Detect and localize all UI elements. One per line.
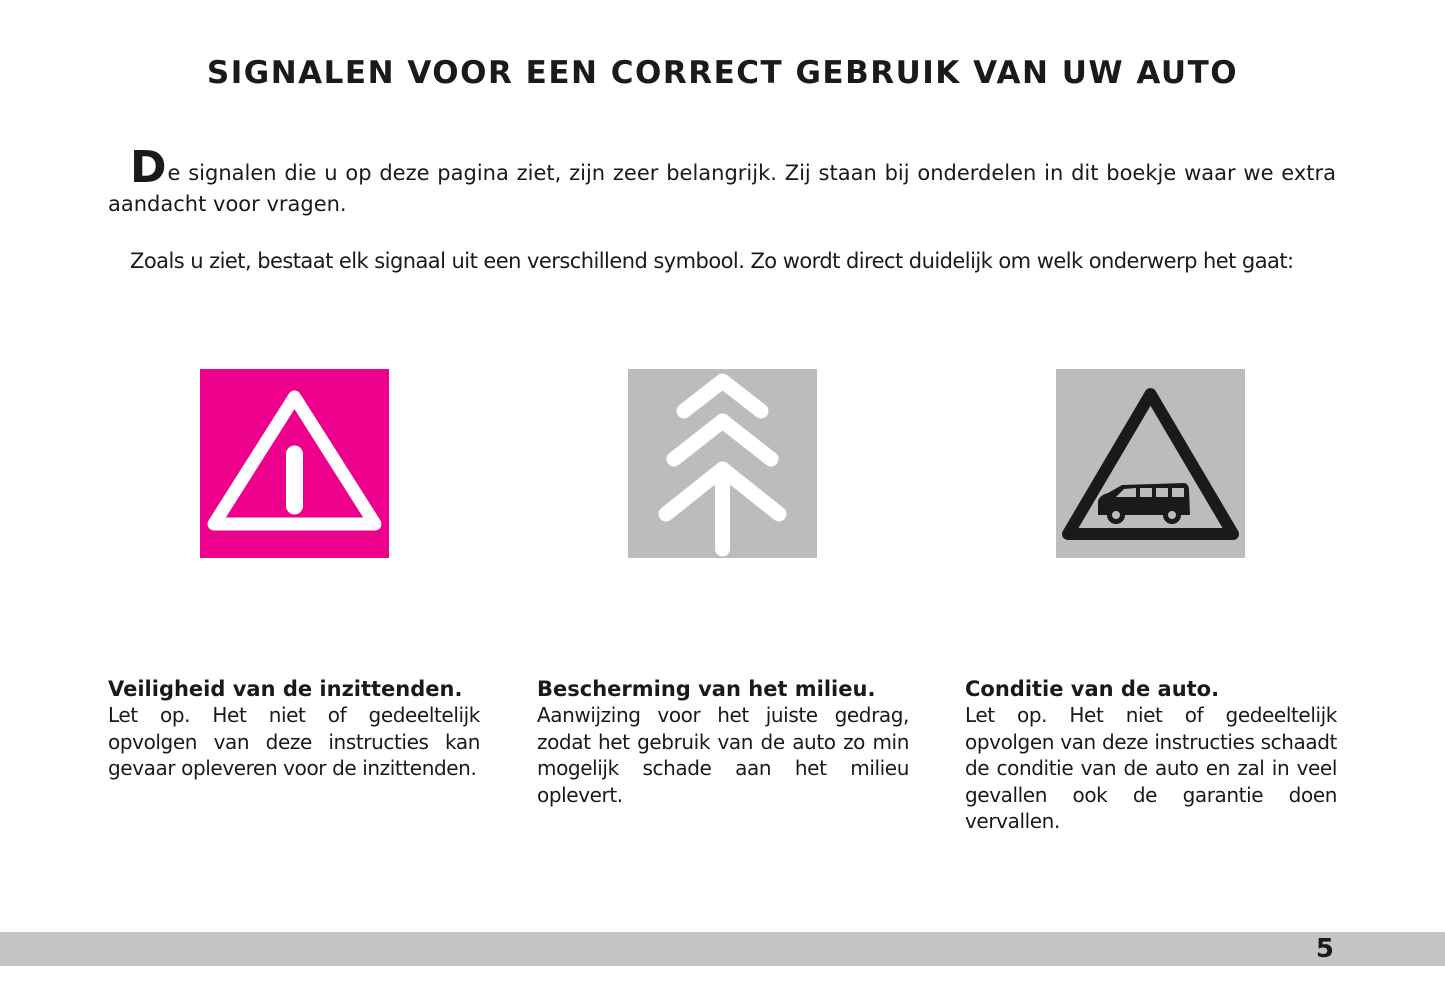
- safety-text: Let op. Het niet of gedeeltelijk opvolgen van deze instructies kan gevaar opleveren voor de inzittenden.: [108, 703, 480, 780]
- car-condition-sign: [1056, 369, 1245, 558]
- environment-description: [537, 676, 909, 808]
- warning-triangle-icon: [200, 369, 389, 558]
- intro-paragraph-2: Zoals u ziet, bestaat elk signaal uit een verschillend symbool. Zo wordt direct duidelijk om welk onderwerp het gaat:: [130, 249, 1294, 273]
- safety-heading: Veiligheid van de inzittenden.: [108, 677, 463, 701]
- environment-heading: Bescherming van het milieu.: [537, 677, 876, 701]
- environment-sign: [628, 369, 817, 558]
- safety-description: [108, 676, 480, 782]
- car-condition-description: [965, 676, 1337, 835]
- car-warning-triangle-icon: [1056, 369, 1245, 558]
- intro-text: e signalen die u op deze pagina ziet, zijn zeer belangrijk. Zij staan bij onderdelen in dit boekje waar we extra aandacht voor vragen.: [108, 161, 1336, 216]
- car-condition-text: Let op. Het niet of gedeeltelijk opvolgen van deze instructies schaadt de conditie van de auto en zal in veel gevallen ook de garantie doen vervallen.: [965, 703, 1337, 833]
- page-title: SIGNALEN VOOR EEN CORRECT GEBRUIK VAN UW AUTO: [206, 55, 1239, 91]
- car-condition-heading: Conditie van de auto.: [965, 677, 1220, 701]
- drop-cap: D: [130, 142, 167, 193]
- safety-sign: [200, 369, 389, 558]
- intro-paragraph: [108, 142, 1336, 220]
- footer-bar: [0, 932, 1445, 966]
- page-number: 5: [1315, 934, 1334, 964]
- environment-text: Aanwijzing voor het juiste gedrag, zodat het gebruik van de auto zo min mogelijk schade aan het milieu oplevert.: [537, 703, 909, 807]
- tree-arrow-icon: [628, 369, 817, 558]
